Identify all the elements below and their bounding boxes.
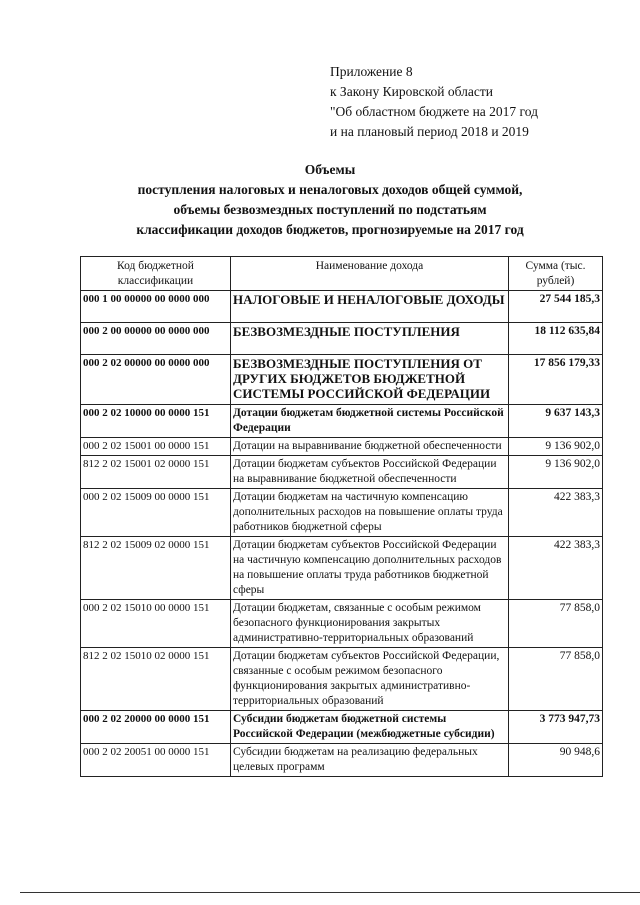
row-code: 000 2 02 15009 00 0000 151: [81, 489, 231, 537]
row-name: БЕЗВОЗМЕЗДНЫЕ ПОСТУПЛЕНИЯ ОТ ДРУГИХ БЮДЖЕТОВ БЮДЖЕТНОЙ СИСТЕМЫ РОССИЙСКОЙ ФЕДЕРАЦИИ: [231, 355, 509, 405]
row-name: БЕЗВОЗМЕЗДНЫЕ ПОСТУПЛЕНИЯ: [231, 323, 509, 355]
row-sum: 77 858,0: [509, 648, 603, 711]
row-sum: 90 948,6: [509, 744, 603, 777]
title-line: поступления налоговых и неналоговых доходов общей суммой,: [137, 182, 523, 197]
appendix-line: "Об областном бюджете на 2017 год: [330, 104, 538, 119]
title-line: объемы безвозмездных поступлений по подстатьям: [173, 202, 487, 217]
appendix-line: Приложение 8: [330, 64, 413, 79]
row-name: Дотации бюджетам на частичную компенсацию дополнительных расходов на повышение оплаты труда работников бюджетной сферы: [231, 489, 509, 537]
table-row: [81, 456, 603, 489]
table-row: [81, 600, 603, 648]
appendix-line: к Закону Кировской области: [330, 84, 494, 99]
title-line: классификации доходов бюджетов, прогнозируемые на 2017 год: [136, 222, 524, 237]
row-name: Дотации бюджетам субъектов Российской Федерации, связанные с особым режимом безопасного функционирования закрытых административно-территориальных образований: [231, 648, 509, 711]
table-row: [81, 323, 603, 355]
row-code: 812 2 02 15010 02 0000 151: [81, 648, 231, 711]
table-row: [81, 489, 603, 537]
header-code: Код бюджетной классификации: [81, 257, 231, 291]
row-name: Субсидии бюджетам на реализацию федеральных целевых программ: [231, 744, 509, 777]
table-row: [81, 537, 603, 600]
document-title: [40, 160, 620, 240]
page-bottom-divider: [20, 892, 640, 893]
table-row: [81, 744, 603, 777]
row-code: 812 2 02 15009 02 0000 151: [81, 537, 231, 600]
row-sum: 27 544 185,3: [509, 291, 603, 323]
header-sum: Сумма (тыс. рублей): [509, 257, 603, 291]
table-row: [81, 291, 603, 323]
row-code: 000 2 00 00000 00 0000 000: [81, 323, 231, 355]
row-name: Дотации на выравнивание бюджетной обеспеченности: [231, 438, 509, 456]
table-row: [81, 711, 603, 744]
table-row: [81, 438, 603, 456]
row-name: Дотации бюджетам бюджетной системы Российской Федерации: [231, 405, 509, 438]
row-code: 000 2 02 20000 00 0000 151: [81, 711, 231, 744]
table-row: [81, 355, 603, 405]
row-sum: 9 637 143,3: [509, 405, 603, 438]
row-sum: 9 136 902,0: [509, 456, 603, 489]
row-sum: 9 136 902,0: [509, 438, 603, 456]
row-name: Субсидии бюджетам бюджетной системы Российской Федерации (межбюджетные субсидии): [231, 711, 509, 744]
row-code: 000 2 02 15001 00 0000 151: [81, 438, 231, 456]
title-line: Объемы: [304, 162, 356, 177]
row-code: 000 2 02 00000 00 0000 000: [81, 355, 231, 405]
header-name: Наименование дохода: [231, 257, 509, 291]
row-name: Дотации бюджетам субъектов Российской Федерации на выравнивание бюджетной обеспеченности: [231, 456, 509, 489]
row-name: Дотации бюджетам субъектов Российской Федерации на частичную компенсацию дополнительных расходов на повышение оплаты труда работников бюджетной сферы: [231, 537, 509, 600]
appendix-line: и на плановый период 2018 и 2019: [330, 124, 529, 139]
table-row: [81, 405, 603, 438]
row-code: 000 1 00 00000 00 0000 000: [81, 291, 231, 323]
row-code: 000 2 02 20051 00 0000 151: [81, 744, 231, 777]
row-name: НАЛОГОВЫЕ И НЕНАЛОГОВЫЕ ДОХОДЫ: [231, 291, 509, 323]
row-code: 000 2 02 15010 00 0000 151: [81, 600, 231, 648]
row-sum: 422 383,3: [509, 537, 603, 600]
row-sum: 17 856 179,33: [509, 355, 603, 405]
row-sum: 77 858,0: [509, 600, 603, 648]
table-header-row: [81, 257, 603, 291]
row-sum: 422 383,3: [509, 489, 603, 537]
row-sum: 3 773 947,73: [509, 711, 603, 744]
row-code: 812 2 02 15001 02 0000 151: [81, 456, 231, 489]
row-name: Дотации бюджетам, связанные с особым режимом безопасного функционирования закрытых административно-территориальных образований: [231, 600, 509, 648]
row-code: 000 2 02 10000 00 0000 151: [81, 405, 231, 438]
row-sum: 18 112 635,84: [509, 323, 603, 355]
appendix-note: [330, 62, 538, 142]
table-row: [81, 648, 603, 711]
revenue-table: [80, 256, 603, 777]
